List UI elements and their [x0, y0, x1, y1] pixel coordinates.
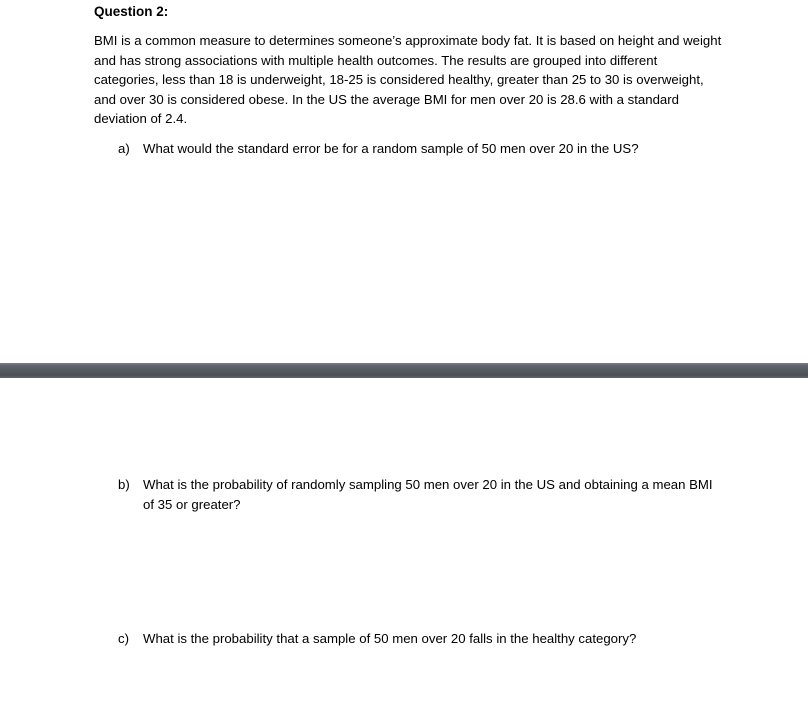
part-b — [118, 475, 718, 514]
question-title: Question 2: — [94, 4, 169, 19]
part-b-label: b) — [118, 477, 130, 492]
part-b-text: What is the probability of randomly sampling 50 men over 20 in the US and obtaining a mean BMI of 35 or greater? — [143, 477, 713, 512]
question-intro-paragraph: BMI is a common measure to determines someone’s approximate body fat. It is based on height and weight and has strong associations with multiple health outcomes. The results are grouped into different categories, less than 18 is underweight, 18-25 is considered healthy, greater than 25 to 30 is overweight, and over 30 is considered obese. In the US the average BMI for men over 20 is 28.6 with a standard deviation of 2.4. — [94, 33, 722, 127]
part-a-text: What would the standard error be for a random sample of 50 men over 20 in the US? — [143, 141, 639, 156]
part-a-label: a) — [118, 141, 130, 156]
page-break-divider — [0, 363, 808, 378]
part-c — [118, 629, 718, 649]
part-c-text: What is the probability that a sample of 50 men over 20 falls in the healthy category? — [143, 631, 637, 646]
part-c-label: c) — [118, 631, 129, 646]
part-a — [118, 139, 718, 159]
